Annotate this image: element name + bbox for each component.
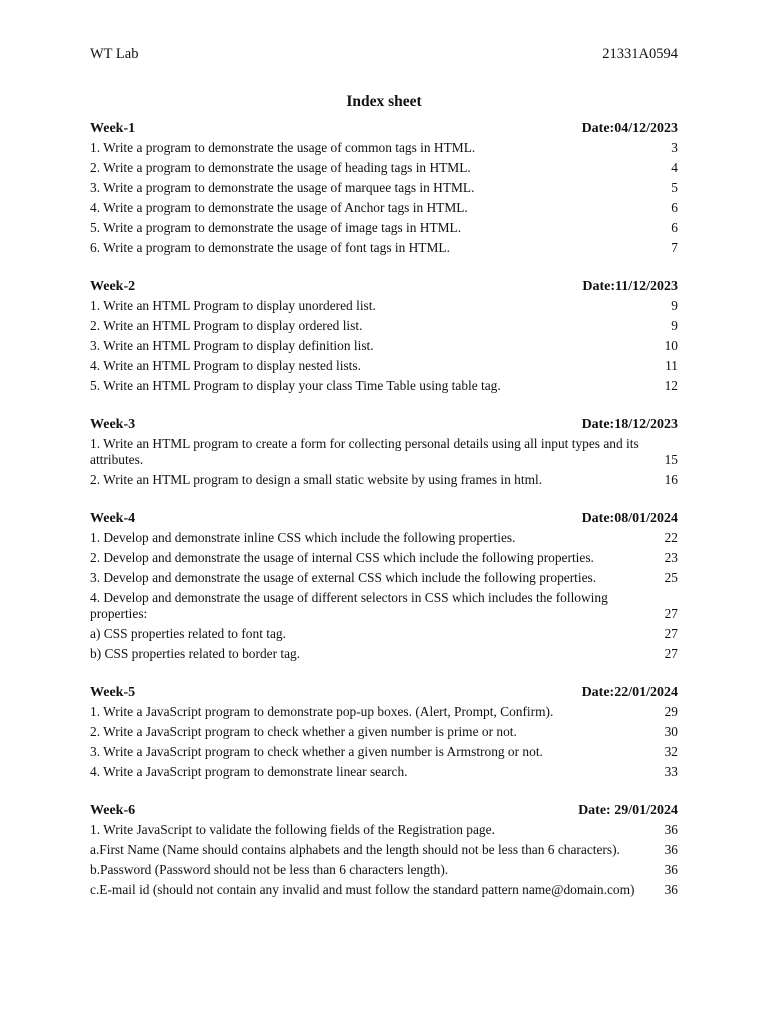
index-entry bbox=[90, 356, 678, 376]
index-entry bbox=[90, 316, 678, 336]
entry-page-number: 36 bbox=[664, 882, 678, 897]
entry-description: 1. Write a JavaScript program to demonstrate pop-up boxes. (Alert, Prompt, Confirm). bbox=[90, 704, 554, 719]
index-list bbox=[90, 119, 678, 919]
week-label: Week-3 bbox=[90, 417, 136, 432]
entry-page-number: 11 bbox=[665, 358, 678, 373]
index-entry bbox=[90, 238, 678, 258]
entry-description: 2. Write an HTML program to design a small static website by using frames in html. bbox=[90, 472, 543, 487]
index-entry bbox=[90, 840, 678, 860]
entry-description: a) CSS properties related to font tag. bbox=[90, 626, 286, 641]
week-date: Date: 29/01/2024 bbox=[578, 803, 678, 818]
entry-description: 1. Write an HTML Program to display unordered list. bbox=[90, 298, 376, 313]
entry-description: 2. Write an HTML Program to display ordered list. bbox=[90, 318, 363, 333]
week-section bbox=[90, 683, 678, 782]
week-heading bbox=[90, 683, 678, 702]
entry-page-number: 36 bbox=[664, 842, 678, 857]
entry-page-number: 36 bbox=[664, 822, 678, 837]
entry-description: 3. Write a program to demonstrate the usage of marquee tags in HTML. bbox=[90, 180, 475, 195]
entry-page-number: 6 bbox=[671, 200, 678, 215]
entry-page-number: 4 bbox=[671, 160, 678, 175]
entry-page-number: 27 bbox=[664, 626, 678, 641]
week-date: Date:18/12/2023 bbox=[581, 417, 678, 432]
week-label: Week-1 bbox=[90, 121, 136, 136]
index-entry bbox=[90, 178, 678, 198]
entry-description: 4. Write an HTML Program to display nested lists. bbox=[90, 358, 361, 373]
entry-page-number: 6 bbox=[671, 220, 678, 235]
entry-page-number: 27 bbox=[664, 646, 678, 661]
entry-page-number: 7 bbox=[671, 240, 678, 255]
header-roll-number: 21331A0594 bbox=[602, 46, 678, 62]
entry-description: 4. Write a JavaScript program to demonstrate linear search. bbox=[90, 764, 408, 779]
entry-page-number: 23 bbox=[664, 550, 678, 565]
index-entry bbox=[90, 722, 678, 742]
entry-description: 1. Write an HTML program to create a form for collecting personal details using all input types and its attributes. bbox=[90, 436, 639, 467]
entry-page-number: 29 bbox=[664, 704, 678, 719]
index-entry bbox=[90, 742, 678, 762]
week-heading bbox=[90, 415, 678, 434]
week-label: Week-5 bbox=[90, 685, 136, 700]
index-entry bbox=[90, 296, 678, 316]
week-date: Date:22/01/2024 bbox=[581, 685, 678, 700]
entry-description: 1. Develop and demonstrate inline CSS which include the following properties. bbox=[90, 530, 516, 545]
entry-page-number: 27 bbox=[664, 606, 678, 621]
index-entry bbox=[90, 548, 678, 568]
entry-description: 4. Write a program to demonstrate the usage of Anchor tags in HTML. bbox=[90, 200, 468, 215]
entry-description: 6. Write a program to demonstrate the usage of font tags in HTML. bbox=[90, 240, 450, 255]
week-section bbox=[90, 801, 678, 900]
entry-description: 3. Write a JavaScript program to check whether a given number is Armstrong or not. bbox=[90, 744, 543, 759]
entry-description: 2. Write a program to demonstrate the usage of heading tags in HTML. bbox=[90, 160, 471, 175]
page-header bbox=[90, 46, 678, 66]
entry-page-number: 10 bbox=[664, 338, 678, 353]
entry-page-number: 12 bbox=[664, 378, 678, 393]
week-section bbox=[90, 119, 678, 258]
index-entry bbox=[90, 528, 678, 548]
entry-description: 1. Write a program to demonstrate the usage of common tags in HTML. bbox=[90, 140, 476, 155]
index-entry bbox=[90, 158, 678, 178]
index-entry bbox=[90, 568, 678, 588]
entry-page-number: 30 bbox=[664, 724, 678, 739]
week-heading bbox=[90, 509, 678, 528]
index-entry bbox=[90, 624, 678, 644]
week-heading bbox=[90, 277, 678, 296]
entry-description: 1. Write JavaScript to validate the following fields of the Registration page. bbox=[90, 822, 495, 837]
week-heading bbox=[90, 801, 678, 820]
entry-page-number: 33 bbox=[664, 764, 678, 779]
week-date: Date:04/12/2023 bbox=[581, 121, 678, 136]
entry-description: 5. Write a program to demonstrate the usage of image tags in HTML. bbox=[90, 220, 462, 235]
entry-description: 2. Write a JavaScript program to check whether a given number is prime or not. bbox=[90, 724, 517, 739]
index-entry bbox=[90, 860, 678, 880]
entry-description: 2. Develop and demonstrate the usage of internal CSS which include the following properties. bbox=[90, 550, 594, 565]
index-entry bbox=[90, 820, 678, 840]
entry-description: a.First Name (Name should contains alphabets and the length should not be less than 6 characters). bbox=[90, 842, 620, 857]
week-label: Week-6 bbox=[90, 803, 136, 818]
entry-description: 3. Develop and demonstrate the usage of external CSS which include the following properties. bbox=[90, 570, 597, 585]
index-entry bbox=[90, 198, 678, 218]
week-section bbox=[90, 415, 678, 490]
index-entry bbox=[90, 702, 678, 722]
entry-description: c.E-mail id (should not contain any invalid and must follow the standard pattern name@domain.com) bbox=[90, 882, 635, 897]
week-label: Week-2 bbox=[90, 279, 136, 294]
entry-description: b) CSS properties related to border tag. bbox=[90, 646, 301, 661]
index-entry bbox=[90, 588, 678, 624]
index-entry bbox=[90, 218, 678, 238]
index-entry bbox=[90, 880, 678, 900]
entry-description: 4. Develop and demonstrate the usage of different selectors in CSS which includes the following properties: bbox=[90, 590, 608, 621]
entry-page-number: 9 bbox=[671, 318, 678, 333]
entry-page-number: 36 bbox=[664, 862, 678, 877]
index-entry bbox=[90, 762, 678, 782]
week-heading bbox=[90, 119, 678, 138]
week-label: Week-4 bbox=[90, 511, 136, 526]
index-entry bbox=[90, 376, 678, 396]
entry-description: 5. Write an HTML Program to display your class Time Table using table tag. bbox=[90, 378, 501, 393]
index-entry bbox=[90, 644, 678, 664]
index-entry bbox=[90, 470, 678, 490]
entry-page-number: 9 bbox=[671, 298, 678, 313]
entry-description: b.Password (Password should not be less than 6 characters length). bbox=[90, 862, 449, 877]
entry-page-number: 16 bbox=[664, 472, 678, 487]
entry-page-number: 15 bbox=[664, 452, 678, 467]
entry-page-number: 25 bbox=[664, 570, 678, 585]
week-date: Date:08/01/2024 bbox=[581, 511, 678, 526]
index-entry bbox=[90, 138, 678, 158]
entry-page-number: 22 bbox=[664, 530, 678, 545]
entry-description: 3. Write an HTML Program to display definition list. bbox=[90, 338, 374, 353]
index-entry bbox=[90, 434, 678, 470]
entry-page-number: 32 bbox=[664, 744, 678, 759]
entry-page-number: 3 bbox=[671, 140, 678, 155]
index-entry bbox=[90, 336, 678, 356]
entry-page-number: 5 bbox=[671, 180, 678, 195]
week-date: Date:11/12/2023 bbox=[582, 279, 678, 294]
week-section bbox=[90, 509, 678, 664]
header-lab-name: WT Lab bbox=[90, 46, 139, 62]
page-title: Index sheet bbox=[346, 93, 422, 110]
week-section bbox=[90, 277, 678, 396]
